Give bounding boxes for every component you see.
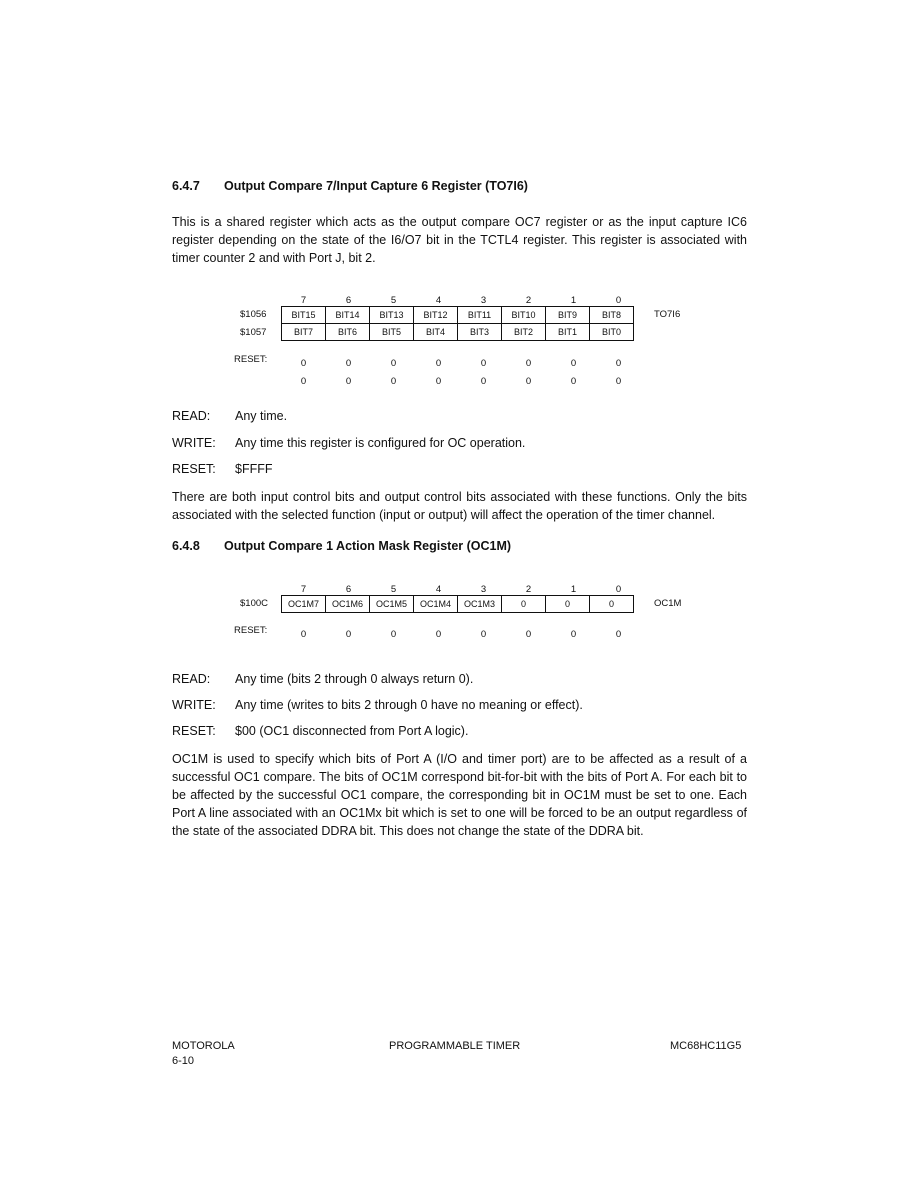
section-heading-6-4-8 xyxy=(172,539,511,553)
bit-cell: BIT8 xyxy=(590,307,634,324)
read-label: READ: xyxy=(172,672,211,686)
write-text: Any time this register is configured for OC operation. xyxy=(235,436,526,450)
write-label: WRITE: xyxy=(172,436,216,450)
bit-cell: OC1M5 xyxy=(370,596,414,613)
reset-value: 0 xyxy=(525,629,532,640)
bit-cell: 0 xyxy=(502,596,546,613)
reset-value: 0 xyxy=(525,376,532,387)
reset-value: 0 xyxy=(345,358,352,369)
bit-cell: BIT12 xyxy=(414,307,458,324)
reset-value: 0 xyxy=(570,358,577,369)
reset-values-row xyxy=(281,624,641,642)
section-title: Output Compare 7/Input Capture 6 Register (TO7I6) xyxy=(224,179,528,193)
intro-paragraph: This is a shared register which acts as the output compare OC7 register or as the input capture IC6 register depending on the state of the I6/O7 bit in the TCTL4 register. This register is associated with timer counter 2 and with Port J, bit 2. xyxy=(172,215,747,265)
reset-value: 0 xyxy=(615,358,622,369)
register-address: $100C xyxy=(240,598,268,609)
footer-right: MC68HC11G5 xyxy=(670,1040,742,1052)
reset-value: 0 xyxy=(480,376,487,387)
section-title: Output Compare 1 Action Mask Register (OC1M) xyxy=(224,539,512,553)
bit-number: 6 xyxy=(345,295,352,306)
reset-value: 0 xyxy=(615,376,622,387)
bit-cell: BIT9 xyxy=(546,307,590,324)
bit-number: 0 xyxy=(615,584,622,595)
bit-cell: OC1M4 xyxy=(414,596,458,613)
reset-value: 0 xyxy=(390,376,397,387)
reset-value: 0 xyxy=(615,629,622,640)
reset-value: 0 xyxy=(435,358,442,369)
register-address: $1057 xyxy=(240,327,267,338)
reset-value: 0 xyxy=(345,376,352,387)
table-row xyxy=(282,307,634,324)
bit-number: 7 xyxy=(300,584,307,595)
reset-value: 0 xyxy=(570,629,577,640)
register-name: TO7I6 xyxy=(654,309,681,320)
reset-value: 0 xyxy=(390,358,397,369)
bit-number: 4 xyxy=(435,584,442,595)
write-label: WRITE: xyxy=(172,698,216,712)
bit-cell: 0 xyxy=(590,596,634,613)
section-heading-6-4-7 xyxy=(172,179,528,193)
bit-cell: BIT14 xyxy=(326,307,370,324)
bit-cell: BIT5 xyxy=(370,324,414,341)
bit-cell: BIT0 xyxy=(590,324,634,341)
reset-value: 0 xyxy=(390,629,397,640)
reset-values-row xyxy=(281,371,641,389)
reset-line-text: $FFFF xyxy=(235,462,273,476)
register-table-to7i6 xyxy=(281,306,634,341)
reset-value: 0 xyxy=(570,376,577,387)
reset-line-text: $00 (OC1 disconnected from Port A logic). xyxy=(235,724,469,738)
reset-value: 0 xyxy=(300,376,307,387)
bit-number: 2 xyxy=(525,295,532,306)
bit-number: 1 xyxy=(570,295,577,306)
bit-number: 6 xyxy=(345,584,352,595)
bit-cell: BIT10 xyxy=(502,307,546,324)
section-number: 6.4.7 xyxy=(172,179,200,193)
reset-value: 0 xyxy=(480,358,487,369)
write-text: Any time (writes to bits 2 through 0 have no meaning or effect). xyxy=(235,698,583,712)
register-address: $1056 xyxy=(240,309,267,320)
bit-number: 4 xyxy=(435,295,442,306)
section-number: 6.4.8 xyxy=(172,539,200,553)
table-row xyxy=(282,324,634,341)
reset-value: 0 xyxy=(435,376,442,387)
read-text: Any time. xyxy=(235,409,288,423)
bit-cell: BIT3 xyxy=(458,324,502,341)
bit-cell: BIT6 xyxy=(326,324,370,341)
page-number: 6-10 xyxy=(172,1055,195,1067)
reset-value: 0 xyxy=(435,629,442,640)
reset-line-label: RESET: xyxy=(172,724,216,738)
reset-value: 0 xyxy=(525,358,532,369)
register-table-oc1m xyxy=(281,595,634,613)
reset-value: 0 xyxy=(480,629,487,640)
register-name: OC1M xyxy=(654,598,682,609)
bit-cell: BIT13 xyxy=(370,307,414,324)
bit-number: 3 xyxy=(480,295,487,306)
reset-values-row xyxy=(281,353,641,371)
footer-left: MOTOROLA xyxy=(172,1040,235,1052)
bit-cell: BIT4 xyxy=(414,324,458,341)
bit-cell: BIT7 xyxy=(282,324,326,341)
bit-cell: OC1M7 xyxy=(282,596,326,613)
reset-line-label: RESET: xyxy=(172,462,216,476)
bit-number: 3 xyxy=(480,584,487,595)
bit-number: 1 xyxy=(570,584,577,595)
reset-label: RESET: xyxy=(234,354,268,365)
bit-cell: OC1M3 xyxy=(458,596,502,613)
reset-value: 0 xyxy=(300,629,307,640)
bit-number: 5 xyxy=(390,584,397,595)
bit-cell: BIT2 xyxy=(502,324,546,341)
bit-number: 0 xyxy=(615,295,622,306)
bit-cell: BIT1 xyxy=(546,324,590,341)
bit-number: 5 xyxy=(390,295,397,306)
reset-value: 0 xyxy=(345,629,352,640)
bit-number: 2 xyxy=(525,584,532,595)
bit-cell: BIT15 xyxy=(282,307,326,324)
bit-cell: 0 xyxy=(546,596,590,613)
reset-label: RESET: xyxy=(234,625,268,636)
footer-center: PROGRAMMABLE TIMER xyxy=(389,1040,521,1052)
read-label: READ: xyxy=(172,409,211,423)
bit-number: 7 xyxy=(300,295,307,306)
bit-cell: OC1M6 xyxy=(326,596,370,613)
description-paragraph: OC1M is used to specify which bits of Port A (I/O and timer port) are to be affected as a result of a successful OC1 compare. The bits of OC1M correspond bit-for-bit with the bits of Port A. For each bit to be affected by the successful OC1 compare, the corresponding bit in OC1M must be set to one. Each Port A line associated with an OC1Mx bit which is set to one will be forced to be an output regardless of the state of the associated DDRA bit. This does not change the state of the DDRA bit. xyxy=(172,752,747,838)
bit-cell: BIT11 xyxy=(458,307,502,324)
note-paragraph: There are both input control bits and output control bits associated with these functions. Only the bits associated with the selected function (input or output) will affect the operation of the timer channel. xyxy=(172,490,747,522)
reset-value: 0 xyxy=(300,358,307,369)
read-text: Any time (bits 2 through 0 always return 0). xyxy=(235,672,474,686)
table-row xyxy=(282,596,634,613)
